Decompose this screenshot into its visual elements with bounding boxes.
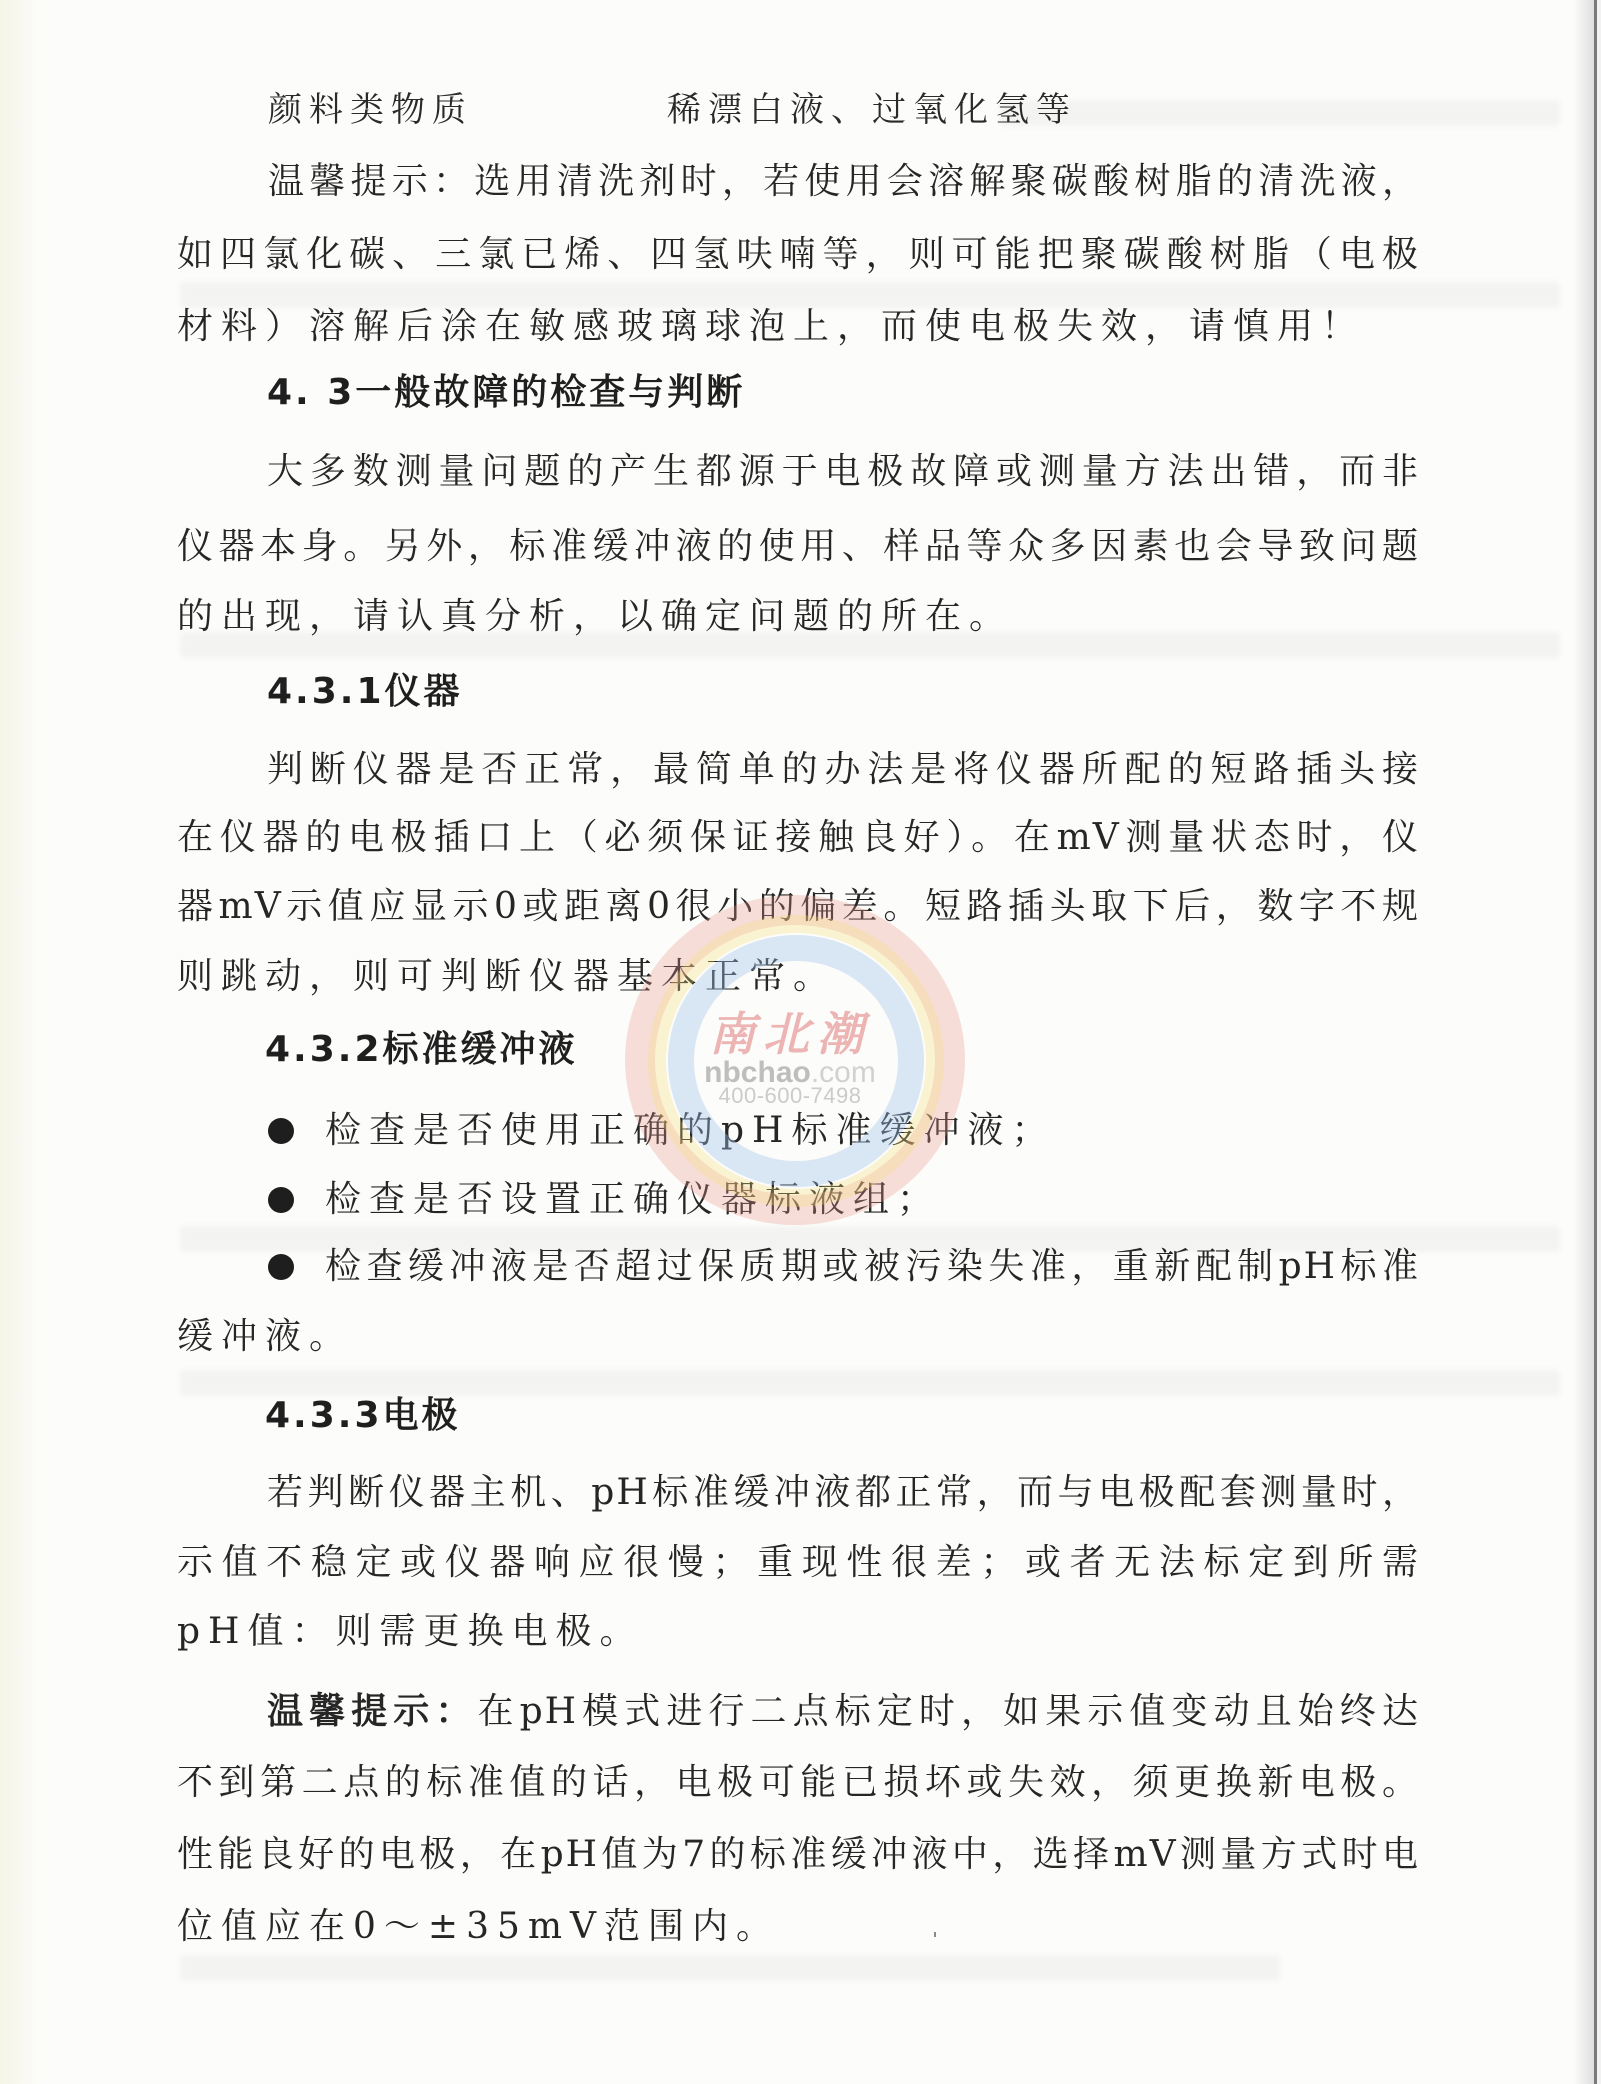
section-heading-4-3-1: 4.3.1仪器 xyxy=(267,671,463,712)
bullet-icon xyxy=(268,1118,294,1144)
tip-line: 如四氯化碳、三氯已烯、四氢呋喃等，则可能把聚碳酸树脂（电极 xyxy=(177,234,1420,275)
section-heading-4-3: 4. 3一般故障的检查与判断 xyxy=(267,372,746,413)
bullet-item: 检查是否设置正确仪器标液组； xyxy=(325,1179,942,1220)
tip-text: 选用清洗剂时，若使用会溶解聚碳酸树脂的清洗液， xyxy=(474,161,1420,202)
paragraph-line: 判断仪器是否正常，最简单的办法是将仪器所配的短路插头接 xyxy=(267,749,1420,790)
tip-label: 温馨提示： xyxy=(267,1691,478,1732)
show-through-texture xyxy=(1000,100,1560,126)
paragraph-line: 的出现，请认真分析，以确定问题的所在。 xyxy=(177,596,1014,637)
show-through-texture xyxy=(180,1955,1280,1981)
tip-line: 位值应在0～±35mV范围内。 xyxy=(177,1906,781,1947)
bullet-icon xyxy=(268,1254,294,1280)
tip-line xyxy=(267,1690,1420,1734)
section-heading-4-3-2: 4.3.2标准缓冲液 xyxy=(265,1029,578,1070)
bullet-icon xyxy=(268,1187,294,1213)
bullet-item: 检查是否使用正确的pH标准缓冲液； xyxy=(325,1110,1056,1151)
watermark-ring-icon xyxy=(625,895,965,1225)
paragraph-line: 若判断仪器主机、pH标准缓冲液都正常，而与电极配套测量时， xyxy=(267,1472,1420,1513)
table-cell-cleaning-agent: 稀漂白液、过氧化氢等 xyxy=(667,90,1077,130)
bullet-item: 检查缓冲液是否超过保质期或被污染失准，重新配制pH标准 xyxy=(325,1246,1420,1287)
watermark-domain-tld: .com xyxy=(810,1056,876,1089)
paragraph-line: 则跳动，则可判断仪器基本正常。 xyxy=(177,956,838,997)
paragraph-line: 大多数测量问题的产生都源于电极故障或测量方法出错，而非 xyxy=(267,451,1420,492)
table-cell-substance: 颜料类物质 xyxy=(268,90,473,130)
section-heading-4-3-3: 4.3.3电极 xyxy=(265,1395,461,1436)
page-edge-shadow xyxy=(1574,0,1594,2084)
page-edge-outer xyxy=(1597,0,1601,2084)
show-through-texture xyxy=(180,1370,1560,1396)
scan-speck xyxy=(934,1932,936,1937)
paper-edge-tint xyxy=(0,0,40,2084)
paragraph-line: 仪器本身。另外，标准缓冲液的使用、样品等众多因素也会导致问题 xyxy=(177,526,1420,567)
bullet-item-continuation: 缓冲液。 xyxy=(177,1316,354,1357)
watermark-domain xyxy=(700,1058,880,1088)
paragraph-line: 器mV示值应显示0或距离0很小的偏差。短路插头取下后，数字不规 xyxy=(177,886,1420,927)
paragraph-line: 示值不稳定或仪器响应很慢；重现性很差；或者无法标定到所需 xyxy=(177,1542,1420,1583)
tip-text: 在pH模式进行二点标定时，如果示值变动且始终达 xyxy=(477,1691,1420,1732)
watermark-domain-name: nbchao xyxy=(704,1056,811,1089)
tip-line xyxy=(268,160,1420,204)
paragraph-line: pH值：则需更换电极。 xyxy=(177,1611,644,1652)
tip-line: 性能良好的电极，在pH值为7的标准缓冲液中，选择mV测量方式时电 xyxy=(177,1834,1420,1875)
tip-line: 材料）溶解后涂在敏感玻璃球泡上，而使电极失效，请慎用！ xyxy=(177,306,1366,347)
watermark-brand: 南北潮 xyxy=(709,1007,871,1061)
tip-label: 温馨提示： xyxy=(268,161,475,202)
paragraph-line: 在仪器的电极插口上（必须保证接触良好）。在mV测量状态时，仪 xyxy=(177,817,1420,858)
watermark-phone: 400-600-7498 xyxy=(718,1083,862,1108)
tip-line: 不到第二点的标准值的话，电极可能已损坏或失效，须更换新电极。 xyxy=(177,1762,1420,1803)
